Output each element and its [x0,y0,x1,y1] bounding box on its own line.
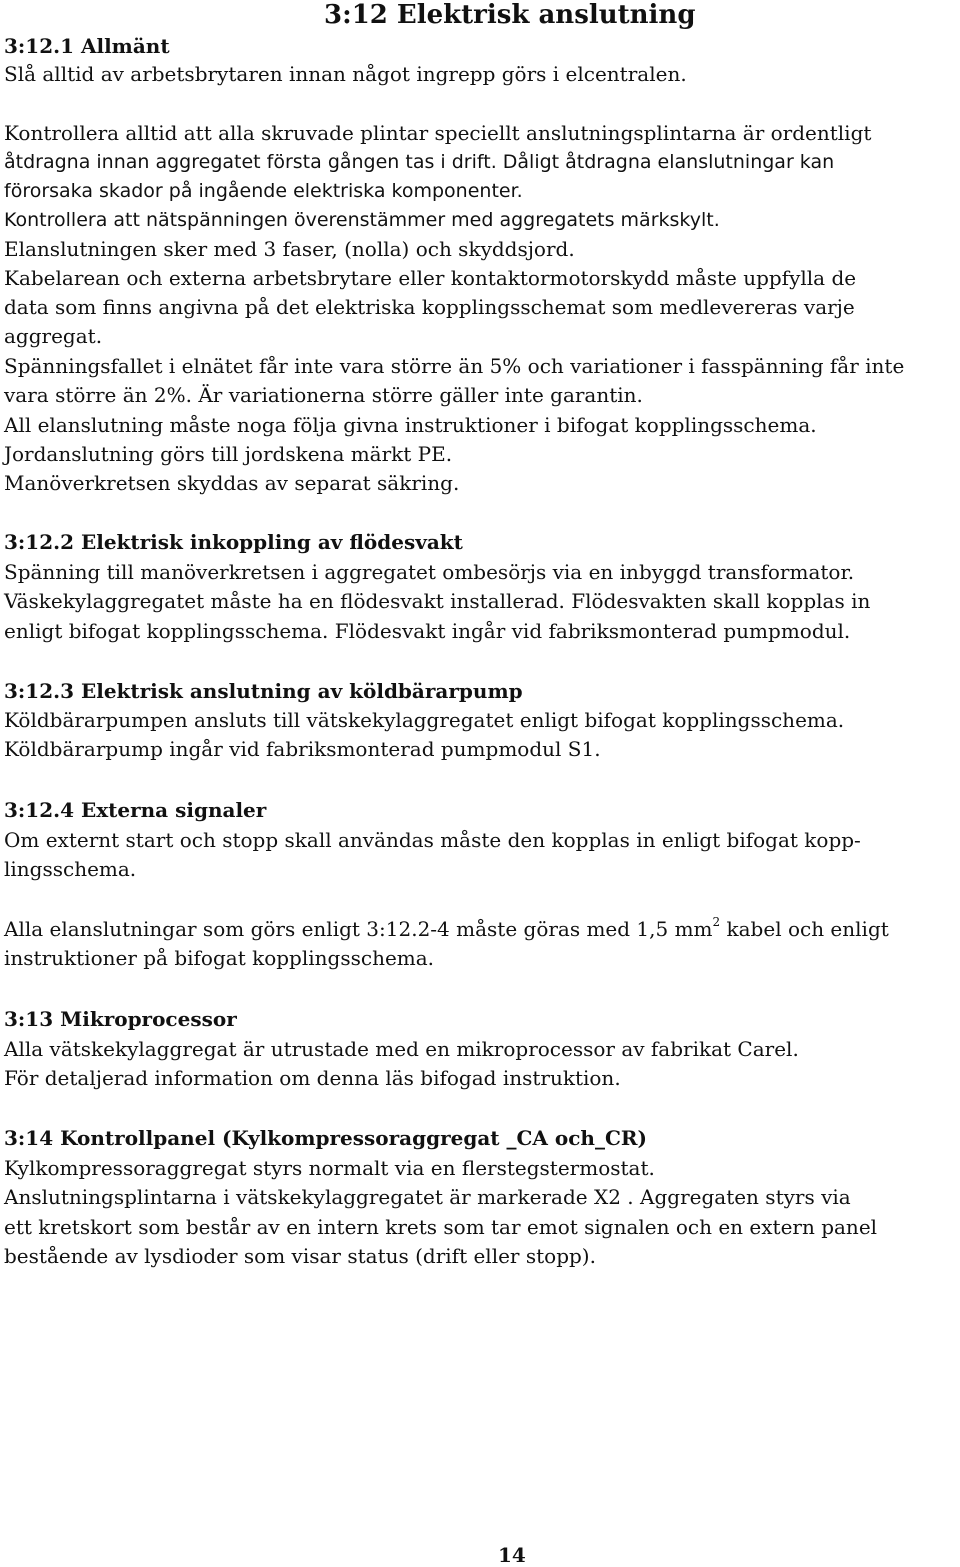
paragraph-line: aggregat. [4,324,103,348]
paragraph-line: Spänningsfallet i elnätet får inte vara större än 5% och variationer i fasspänning får inte [4,354,905,378]
section-heading-allmant: 3:12.1 Allmänt [4,34,170,58]
cable-requirement-line [4,915,889,944]
paragraph-line: Jordanslutning görs till jordskena märkt PE. [4,442,453,466]
paragraph-line: instruktioner på bifogat kopplingsschema. [4,946,435,970]
section-heading-kontrollpanel: 3:14 Kontrollpanel (Kylkompressoraggregat _CA och_CR) [4,1126,647,1150]
chapter-title: 3:12 Elektrisk anslutning [324,0,696,30]
paragraph-line: åtdragna innan aggregatet första gången tas i drift. Dåligt åtdragna elanslutningar kan [4,151,835,173]
paragraph-line: Kabelarean och externa arbetsbrytare eller kontaktormotorskydd måste uppfylla de [4,266,857,290]
paragraph-line: vara större än 2%. Är variationerna större gäller inte garantin. [4,383,643,407]
paragraph-line: Köldbärarpump ingår vid fabriksmonterad pumpmodul S1. [4,737,601,761]
paragraph-line: Kontrollera att nätspänningen överenstämmer med aggregatets märkskylt. [4,209,720,231]
paragraph-line: förorsaka skador på ingående elektriska komponenter. [4,180,523,202]
paragraph-line: Köldbärarpumpen ansluts till vätskekylaggregatet enligt bifogat kopplingsschema. [4,708,845,732]
section-heading-koldbararpump: 3:12.3 Elektrisk anslutning av köldbärarpump [4,679,523,703]
paragraph-line: ett kretskort som består av en intern krets som tar emot signalen och en extern panel [4,1215,878,1239]
paragraph-line: bestående av lysdioder som visar status (drift eller stopp). [4,1244,596,1268]
paragraph-line: Alla vätskekylaggregat är utrustade med en mikroprocessor av fabrikat Carel. [4,1037,799,1061]
page-number: 14 [498,1543,526,1567]
paragraph-line: data som finns angivna på det elektriska kopplingsschemat som medlevereras varje [4,295,855,319]
paragraph-line: Elanslutningen sker med 3 faser, (nolla) och skyddsjord. [4,237,575,261]
cable-text-post: kabel och enligt [720,917,889,941]
paragraph-line: Spänning till manöverkretsen i aggregatet ombesörjs via en inbyggd transformator. [4,560,855,584]
superscript-2: 2 [712,915,721,930]
paragraph-line: Kontrollera alltid att alla skruvade plintar speciellt anslutningsplintarna är ordentligt [4,121,872,145]
paragraph-line: För detaljerad information om denna läs bifogad instruktion. [4,1066,621,1090]
paragraph-line: Kylkompressoraggregat styrs normalt via en flerstegstermostat. [4,1156,655,1180]
paragraph-line: lingsschema. [4,857,137,881]
section-heading-flodesvakt: 3:12.2 Elektrisk inkoppling av flödesvakt [4,530,463,554]
paragraph-line: Väskekylaggregatet måste ha en flödesvakt installerad. Flödesvakten skall kopplas in [4,589,871,613]
paragraph-line: Anslutningsplintarna i vätskekylaggregatet är markerade X2 . Aggregaten styrs via [4,1185,851,1209]
section-heading-externa-signaler: 3:12.4 Externa signaler [4,798,267,822]
section-heading-mikroprocessor: 3:13 Mikroprocessor [4,1007,237,1031]
cable-text-pre: Alla elanslutningar som görs enligt 3:12.2-4 måste göras med 1,5 mm [4,917,713,941]
paragraph-line: enligt bifogat kopplingsschema. Flödesvakt ingår vid fabriksmonterad pumpmodul. [4,619,851,643]
paragraph-line: All elanslutning måste noga följa givna instruktioner i bifogat kopplingsschema. [4,413,817,437]
paragraph-line: Om externt start och stopp skall användas måste den kopplas in enligt bifogat kopp- [4,828,861,852]
paragraph-line: Manöverkretsen skyddas av separat säkring. [4,471,460,495]
paragraph-line: Slå alltid av arbetsbrytaren innan något ingrepp görs i elcentralen. [4,62,687,86]
